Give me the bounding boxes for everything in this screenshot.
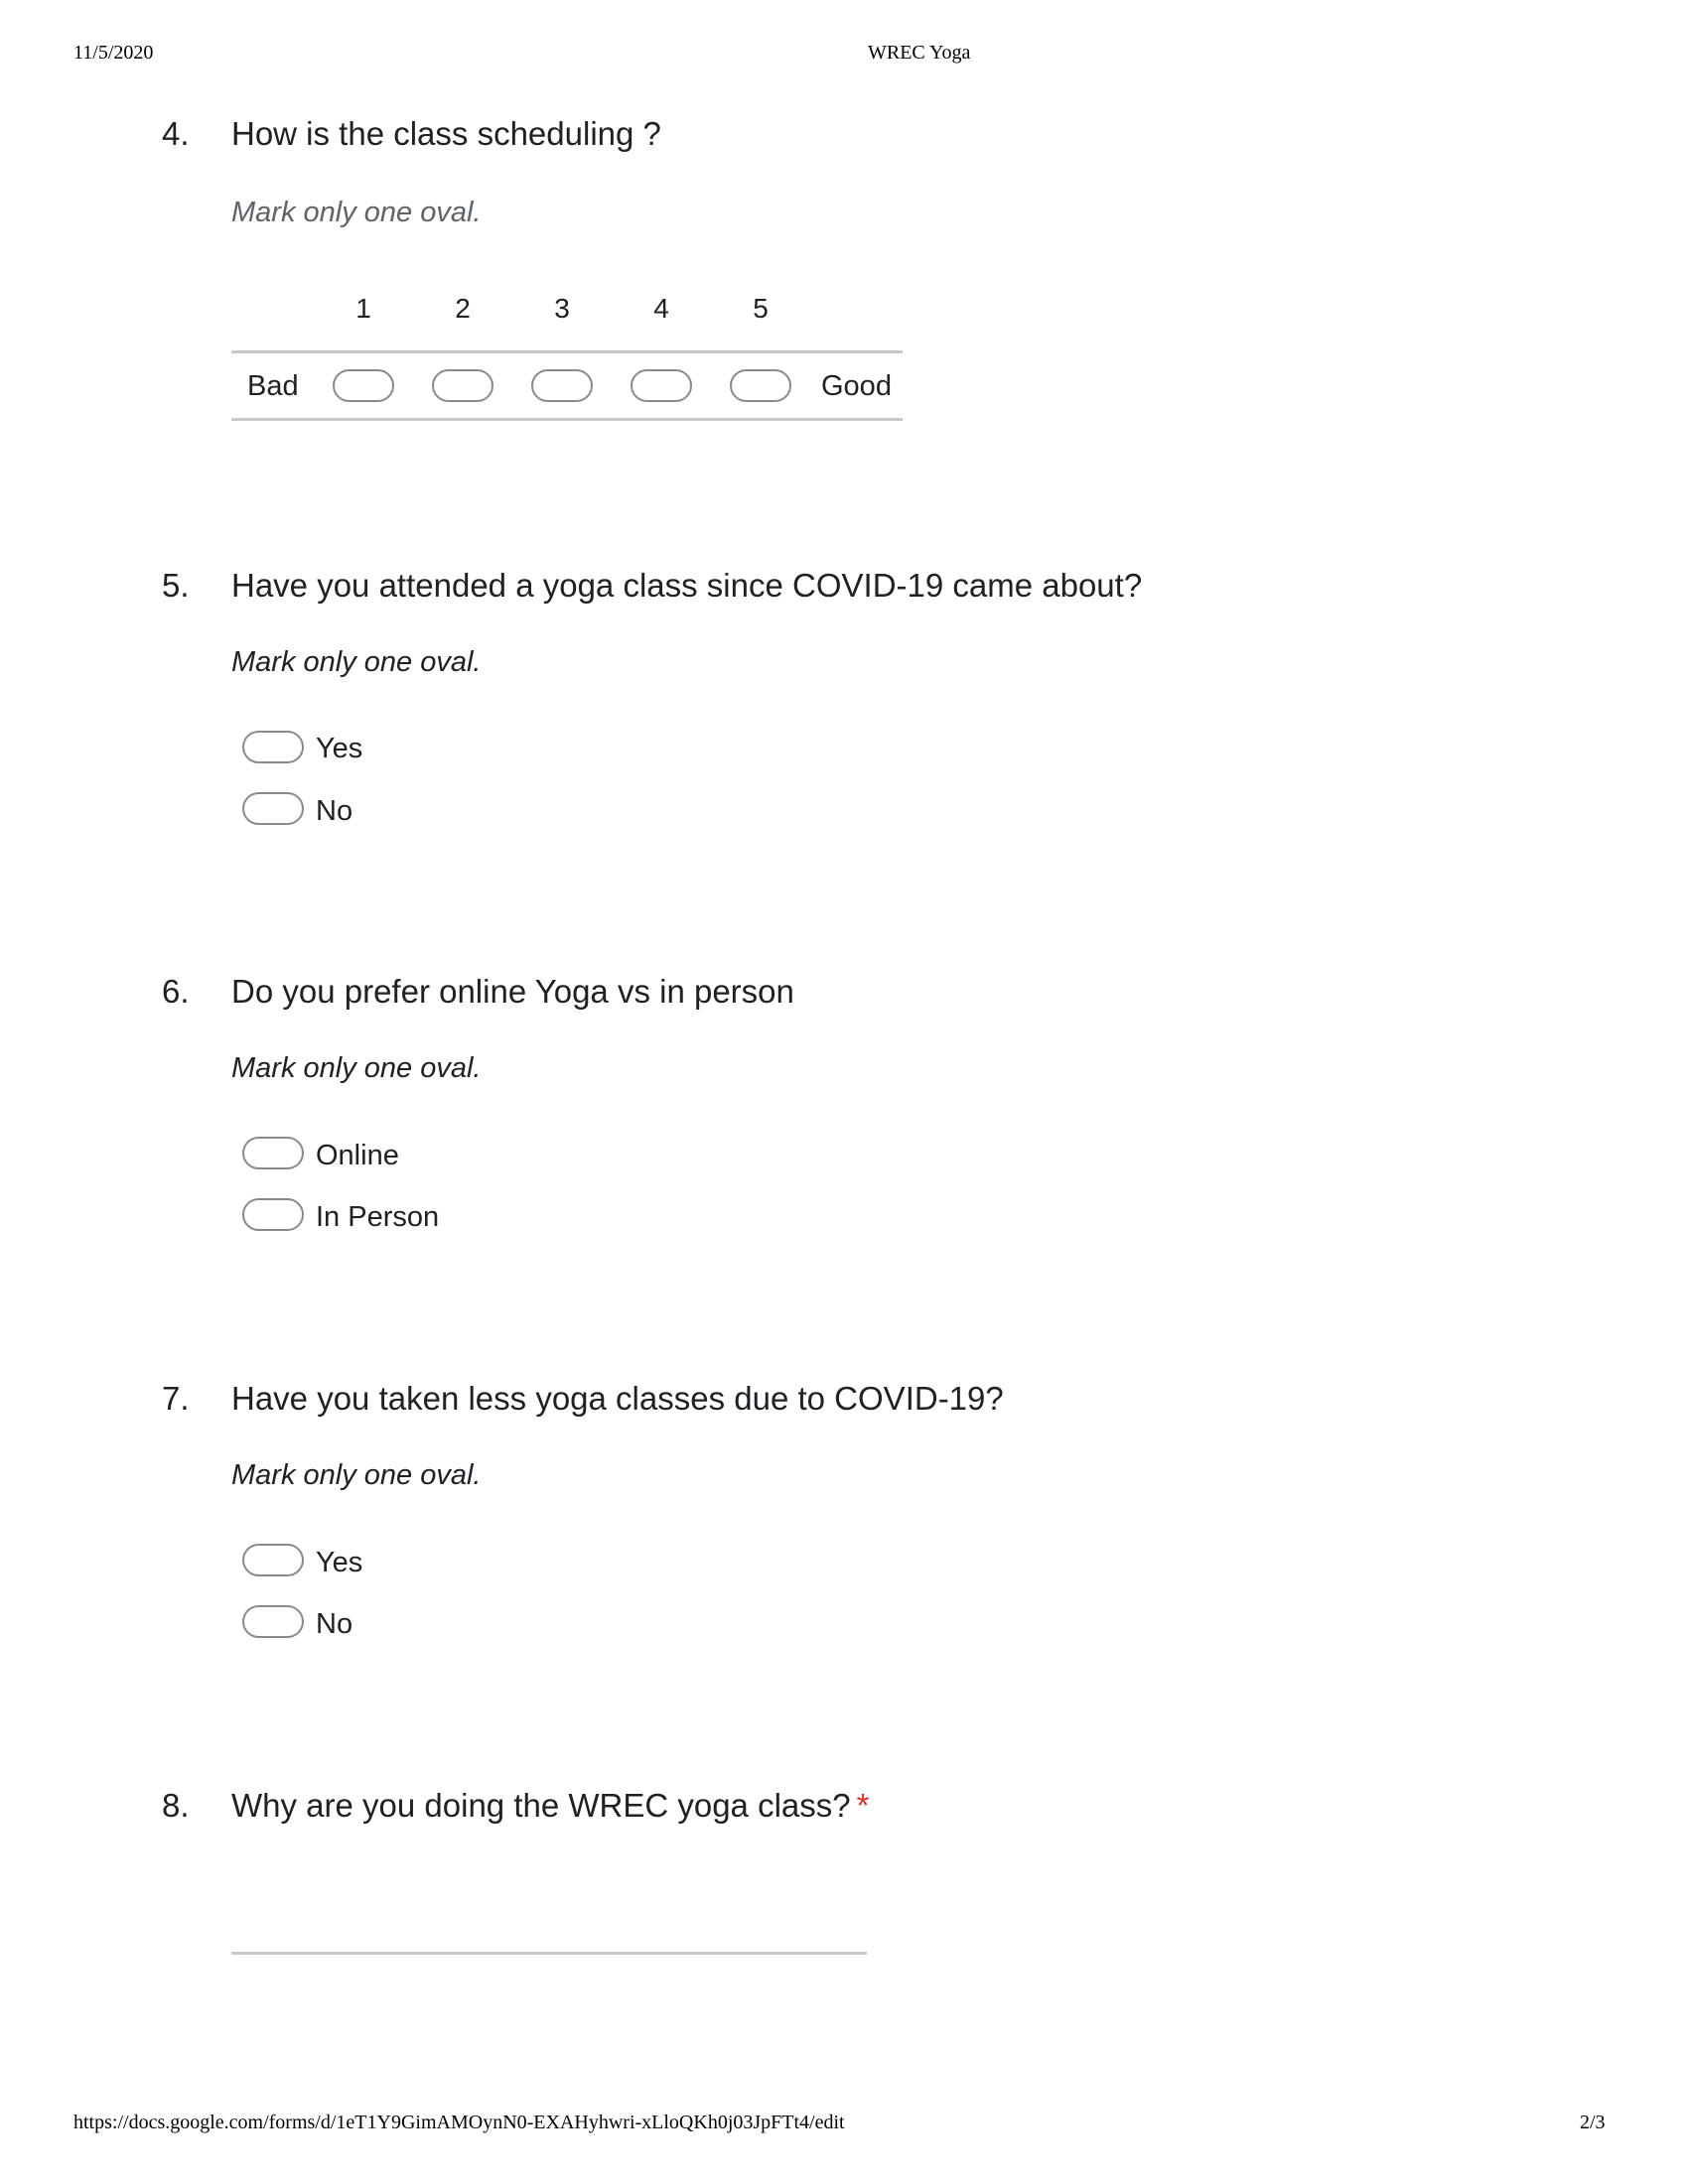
question-hint: Mark only one oval. xyxy=(231,197,482,228)
option-in-person-oval[interactable] xyxy=(242,1198,304,1231)
question-title-text: Why are you doing the WREC yoga class? xyxy=(231,1787,851,1824)
scale-high-label: Good xyxy=(821,370,892,402)
scale-oval-3[interactable] xyxy=(531,369,593,402)
option-no-label: No xyxy=(316,795,353,827)
question-number: 8. xyxy=(162,1787,190,1824)
option-yes-oval[interactable] xyxy=(242,731,304,763)
scale-oval-4[interactable] xyxy=(631,369,692,402)
scale-oval-1[interactable] xyxy=(333,369,394,402)
option-yes-oval[interactable] xyxy=(242,1544,304,1576)
scale-oval-2[interactable] xyxy=(432,369,493,402)
option-online-label: Online xyxy=(316,1140,399,1171)
question-title xyxy=(231,1787,869,1825)
footer-url: https://docs.google.com/forms/d/1eT1Y9GimAMOynN0-EXAHyhwri-xLloQKh0j03JpFTt4/edit xyxy=(73,2112,845,2133)
scale-low-label: Bad xyxy=(247,370,299,402)
question-number: 6. xyxy=(162,973,190,1010)
header-title: WREC Yoga xyxy=(868,42,971,64)
answer-input[interactable] xyxy=(231,1912,867,1955)
option-no-label: No xyxy=(316,1608,353,1640)
option-yes-label: Yes xyxy=(316,733,363,764)
option-no-oval[interactable] xyxy=(242,1605,304,1638)
option-online-oval[interactable] xyxy=(242,1137,304,1169)
question-title: Have you attended a yoga class since COVID-19 came about? xyxy=(231,567,1143,604)
scale-bottom-divider xyxy=(231,418,903,421)
scale-label-3: 3 xyxy=(554,293,570,324)
question-number: 5. xyxy=(162,567,190,604)
question-hint: Mark only one oval. xyxy=(231,646,482,678)
footer-page-number: 2/3 xyxy=(1580,2112,1606,2133)
question-hint: Mark only one oval. xyxy=(231,1459,482,1491)
question-title: Have you taken less yoga classes due to COVID-19? xyxy=(231,1380,1004,1417)
option-no-oval[interactable] xyxy=(242,792,304,825)
question-hint: Mark only one oval. xyxy=(231,1052,482,1084)
header-date: 11/5/2020 xyxy=(73,42,154,64)
scale-oval-5[interactable] xyxy=(730,369,791,402)
scale-label-2: 2 xyxy=(455,293,471,324)
question-number: 7. xyxy=(162,1380,190,1417)
option-yes-label: Yes xyxy=(316,1547,363,1578)
question-title: How is the class scheduling ? xyxy=(231,115,661,152)
scale-label-5: 5 xyxy=(753,293,769,324)
scale-top-divider xyxy=(231,350,903,353)
option-in-person-label: In Person xyxy=(316,1201,440,1233)
question-title: Do you prefer online Yoga vs in person xyxy=(231,973,794,1010)
required-asterisk: * xyxy=(856,1787,870,1824)
scale-label-1: 1 xyxy=(355,293,371,324)
scale-label-4: 4 xyxy=(653,293,669,324)
question-number: 4. xyxy=(162,115,190,152)
